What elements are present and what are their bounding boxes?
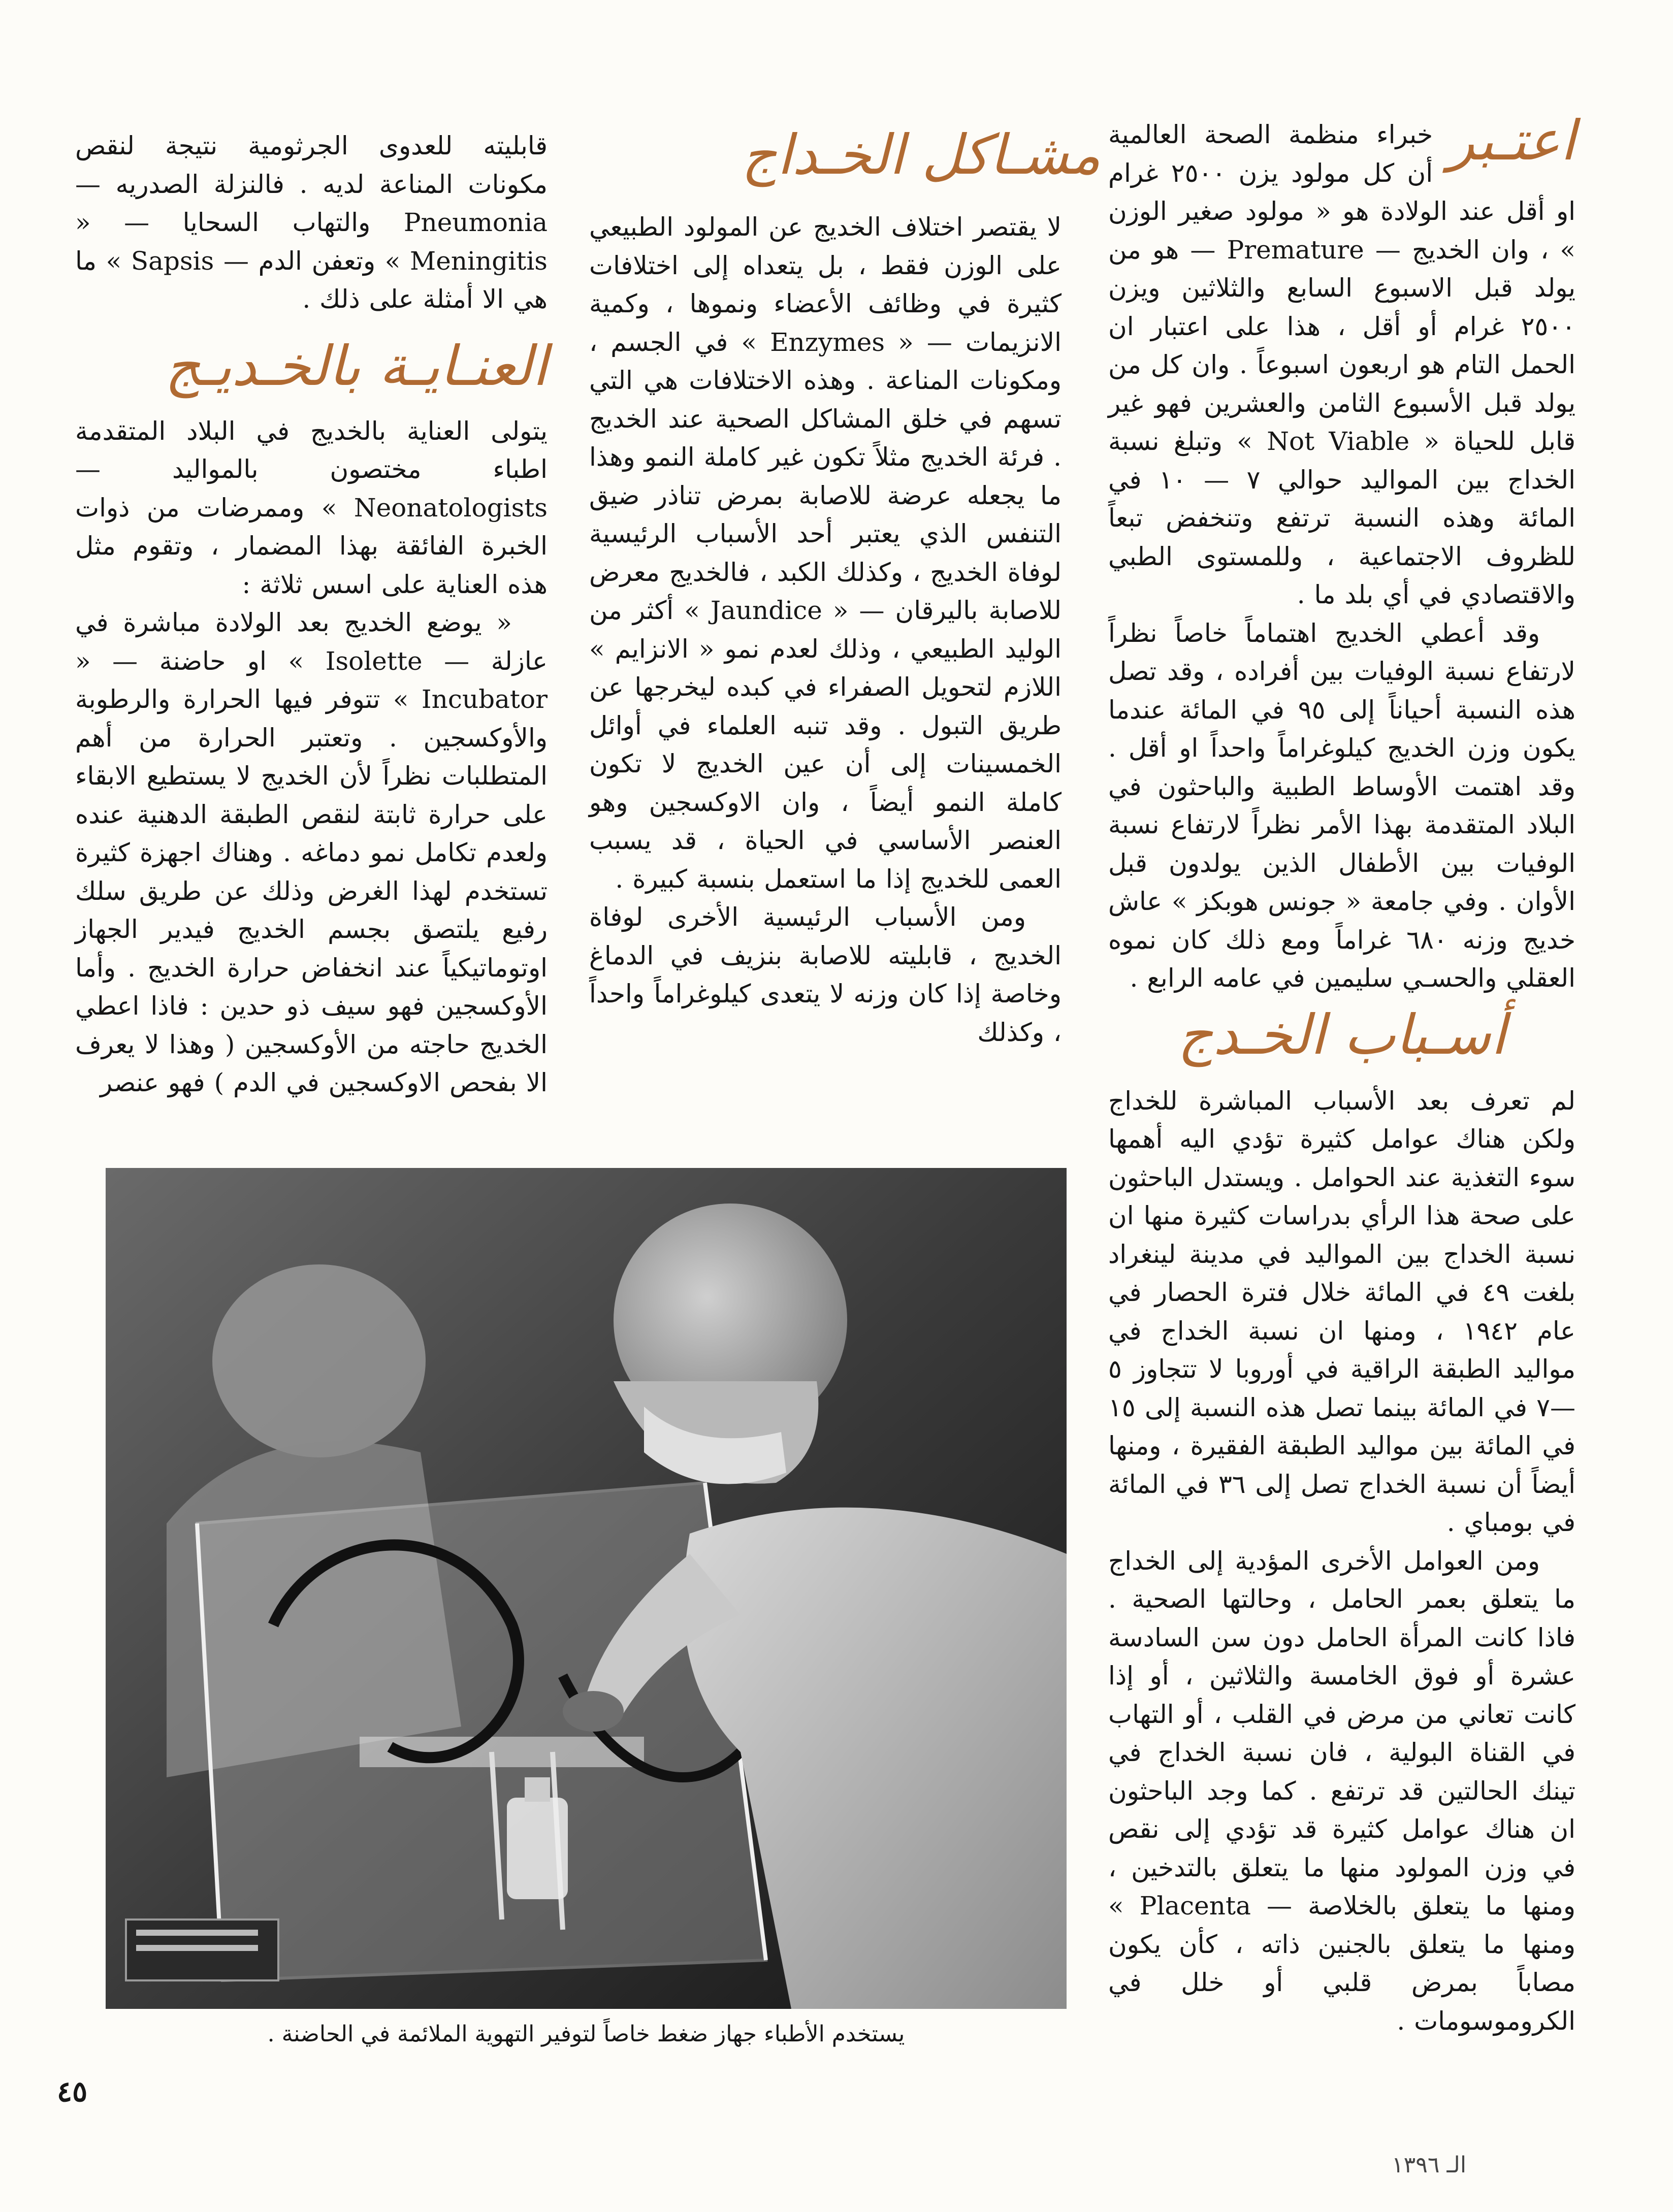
footer-issue: الـ ١٣٩٦ xyxy=(1392,2152,1467,2178)
right-paragraph-4: ومن العوامل الأخرى المؤدية إلى الخداج ما يتعلق بعمر الحامل ، وحالتها الصحية . فاذا كانت المرأة الحامل دون سن السادسة عشرة أو فوق الخامسة والثلاثين ، أو إذا كانت تعاني من مرض في القلب ، أو التهاب في القناة البولية ، فان نسبة الخداج في تينك الحالتين قد ترتفع . كما وجد الباحثون ان هناك عوامل كثيرة قد تؤدي إلى نقص في وزن المولود منها ما يتعلق بالتدخين ، ومنها ما يتعلق بالخلاصة — Placenta » ومنها ما يتعلق بالجنين ذاته ، كأن يكون مصاباً بمرض قلبي أو خلل في الكروموسومات . xyxy=(1108,1546,1576,2036)
left-column xyxy=(75,127,548,1102)
photo-caption: يستخدم الأطباء جهاز ضغط خاصاً لتوفير التهوية الملائمة في الحاضنة . xyxy=(267,2021,905,2047)
right-paragraph-2: وقد أعطي الخديج اهتماماً خاصاً نظراً لارتفاع نسبة الوفيات بين أفراده ، وقد تصل هذه النسبة أحياناً إلى ٩٥ في المائة عندما يكون وزن الخديج كيلوغراماً واحداً او أقل . وقد اهتمت الأوساط الطبية والباحثون في البلاد المتقدمة بهذا الأمر نظراً لارتفاع نسبة الوفيات بين الأطفال الذين يولدون قبل الأوان . وفي جامعة « جونس هوبكز » عاش خديج وزنه ٦٨٠ غراماً ومع ذلك كان نموه العقلي والحسـي سليمين في عامه الرابع . xyxy=(1108,618,1575,993)
heading-mashakil-alkhadaj: مشـاكل الخـداج xyxy=(742,123,1101,187)
right-column xyxy=(1108,109,1576,2040)
middle-paragraph-1: لا يقتصر اختلاف الخديج عن المولود الطبيعي على الوزن فقط ، بل يتعداه إلى اختلافات كثيرة في وظائف الأعضاء ونموها ، وكمية الانزيمات — « Enzymes » في الجسم ، ومكونات المناعة . وهذه الاختلافات هي التي تسهم في خلق المشاكل الصحية عند الخديج . فرئة الخديج مثلاً تكون غير كاملة النمو وهذا ما يجعله عرضة للاصابة بمرض تناذر ضيق التنفس الذي يعتبر أحد الأسباب الرئيسية لوفاة الخديج ، وكذلك الكبد ، فالخديج معرض للاصابة باليرقان — « Jaundice » أكثر من الوليد الطبيعي ، وذلك لعدم نمو « الانزايم » اللازم لتحويل الصفراء في كبده ليخرجها عن طريق التبول . وقد تنبه العلماء في أوائل الخمسينات إلى أن عين الخديج لا تكون كاملة النمو أيضاً ، وان الاوكسجين وهو العنصر الأساسي في الحياة ، قد يسبب العمى للخديج إذا ما استعمل بنسبة كبيرة . xyxy=(589,212,1061,894)
page-number: ٤٥ xyxy=(57,2075,88,2108)
left-paragraph-1: قابليته للعدوى الجرثومية نتيجة لنقص مكونات المناعة لديه . فالنزلة الصدريه — Pneumonia والتهاب السحايا — « Meningitis » وتعفن الدم — Sapsis » ما هي الا أمثلة على ذلك . xyxy=(75,131,548,314)
incubator-photo xyxy=(106,1168,1067,2009)
heading-iatabar: اعتـبر xyxy=(1448,109,1575,173)
left-paragraph-2: يتولى العناية بالخديج في البلاد المتقدمة اطباء مختصون بالمواليد — Neonatologists » وممرضات من ذوات الخبرة الفائقة بهذا المضمار ، وتقوم مثل هذه العناية على اسس ثلاثة : xyxy=(75,416,548,599)
left-paragraph-3: « يوضع الخديج بعد الولادة مباشرة في عازلة — Isolette » او حاضنة — « Incubator » تتوفر فيها الحرارة والرطوبة والأوكسجين . وتعتبر الحرارة من أهم المتطلبات نظراً لأن الخديج لا يستطيع الابقاء على حرارة ثابتة لنقص الطبقة الدهنية عنده ولعدم تكامل نمو دماغه . وهناك اجهزة كثيرة تستخدم لهذا الغرض وذلك عن طريق سلك رفيع يلتصق بجسم الخديج فيدير الجهاز اوتوماتيكياً عند انخفاض حرارة الخديج . وأما الأوكسجين فهو سيف ذو حدين : فاذا اعطي الخديج حاجته من الأوكسجين ( وهذا لا يعرف الا بفحص الاوكسجين في الدم ) فهو عنصر xyxy=(75,608,548,1097)
middle-paragraph-2: ومن الأسباب الرئيسية الأخرى لوفاة الخديج ، قابليته للاصابة بنزيف في الدماغ وخاصة إذا كان وزنه لا يتعدى كيلوغراماً واحداً ، وكذلك xyxy=(589,902,1061,1047)
heading-asbab-alkhadaj: أسـباب الخـدج xyxy=(1177,1003,1506,1067)
right-paragraph-3: لم تعرف بعد الأسباب المباشرة للخداج ولكن هناك عوامل كثيرة تؤدي اليه أهمها سوء التغذية عند الحوامل . ويستدل الباحثون على صحة هذا الرأي بدراسات كثيرة منها ان نسبة الخداج بين المواليد في مدينة لينغراد بلغت ٤٩ في المائة خلال فترة الحصار في عام ١٩٤٢ ، ومنها ان نسبة الخداج في مواليد الطبقة الراقية في أوروبا لا تتجاوز ٥—٧ في المائة بينما تصل هذه النسبة إلى ١٥ في المائة بين مواليد الطبقة الفقيرة ، ومنها أيضاً أن نسبة الخداج تصل إلى ٣٦ في المائة في بومباي . xyxy=(1108,1086,1575,1537)
right-paragraph-1: خبراء منظمة الصحة العالمية أن كل مولود يزن ٢٥٠٠ غرام او أقل عند الولادة هو « مولود صغير الوزن » ، وان الخديج — Premature — هو من يولد قبل الاسبوع السابع والثلاثين ويزن ٢٥٠٠ غرام أو أقل ، هذا على اعتبار ان الحمل التام هو اربعون اسبوعاً . وان كل من يولد قبل الأسبوع الثامن والعشرين فهو غير قابل للحياة « Not Viable » وتبلغ نسبة الخداج بين المواليد حوالي ٧ — ١٠ في المائة وهذه النسبة ترتفع وتنخفض تبعاً للظروف الاجتماعية ، وللمستوى الطبي والاقتصادي في أي بلد ما . xyxy=(1108,120,1575,609)
heading-alinaya-bilkhadij: العنـايـة بالخـديـج xyxy=(165,334,548,398)
middle-column xyxy=(589,208,1061,1052)
